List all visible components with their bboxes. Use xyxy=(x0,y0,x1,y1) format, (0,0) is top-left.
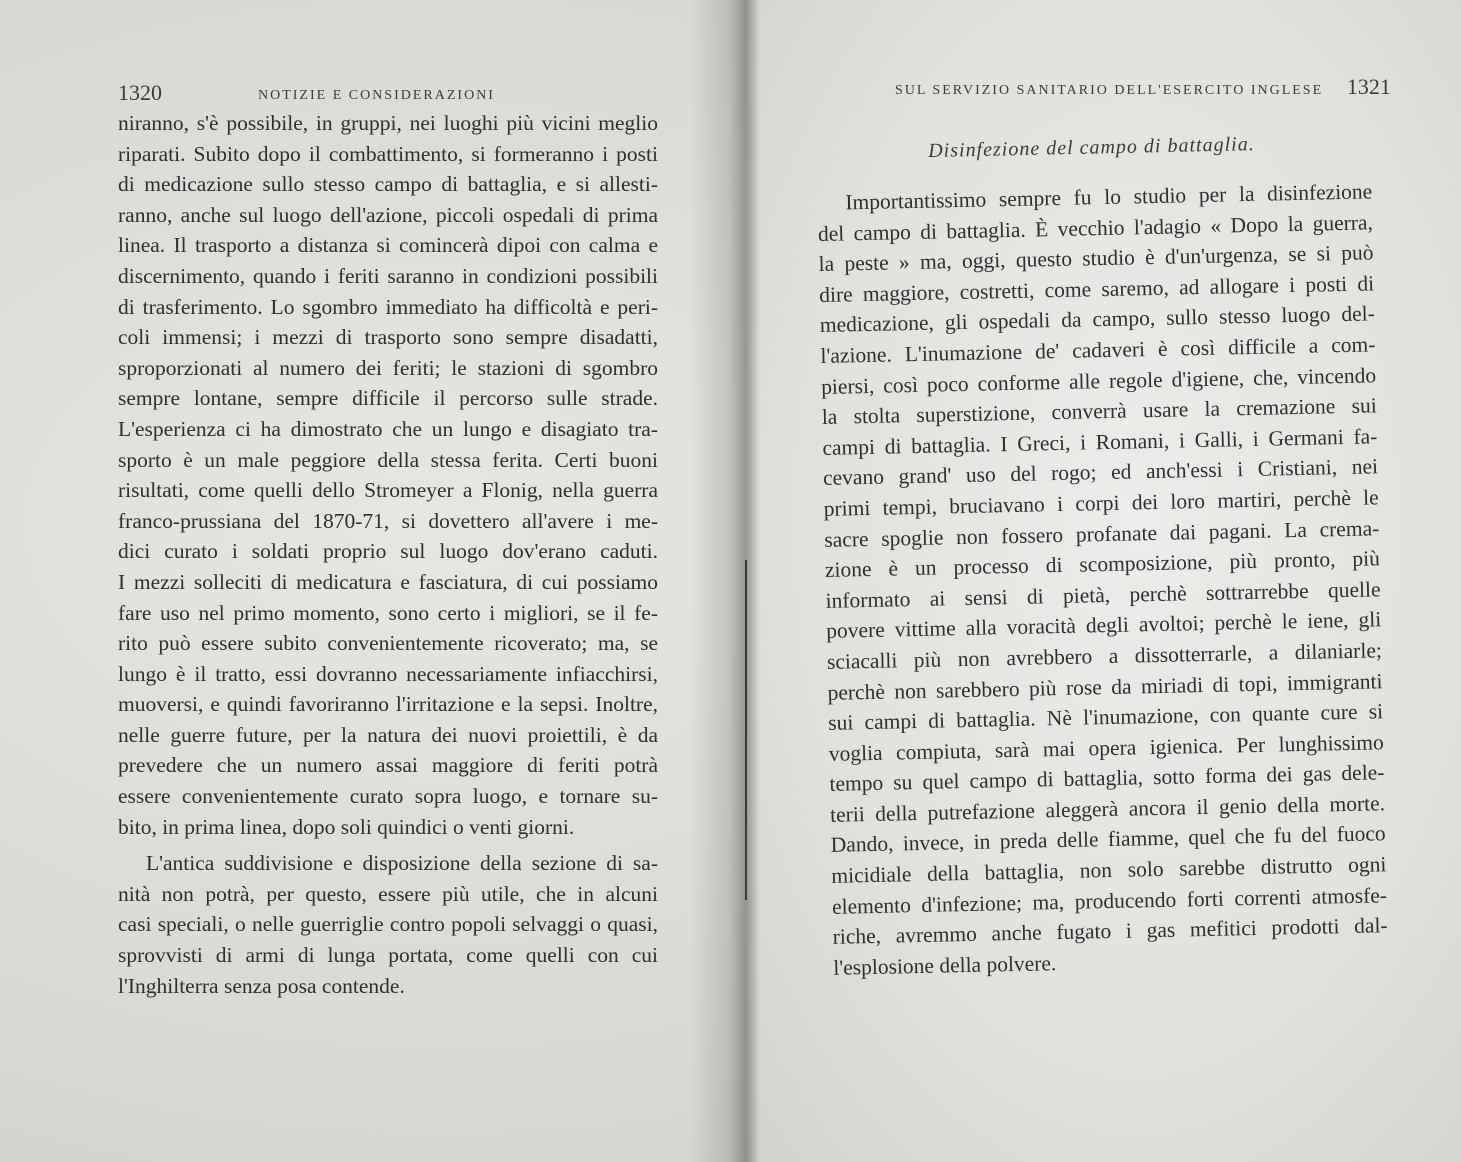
text-line: micidiale della battaglia, non solo sarebbe distrutto ogni xyxy=(831,852,1387,888)
text-line: riparati. Subito dopo il combattimento, si formeranno i posti xyxy=(118,141,658,166)
text-line: fare uso nel primo momento, sono certo i migliori, se il fe- xyxy=(118,600,658,625)
text-line: discernimento, quando i feriti saranno in condizioni possibili xyxy=(118,263,658,288)
text-line: casi speciali, o nelle guerriglie contro popoli selvaggi o quasi, xyxy=(118,912,658,937)
text-line: sciacalli più non avrebbero a dissotterrarle, a dilaniarle; xyxy=(826,638,1383,674)
text-line: la stolta superstizione, converrà usare la cremazione sui xyxy=(821,393,1377,430)
text-line: campi di battaglia. I Greci, i Romani, i Galli, i Germani fa- xyxy=(822,424,1378,460)
text-line: franco-prussiana del 1870-71, si dovettero all'avere i me- xyxy=(118,508,658,533)
text-line: cevano grand' uso del rogo; ed anch'essi i Cristiani, nei xyxy=(822,454,1379,491)
text-line: riche, avremmo anche fugato i gas mefitici prodotti dal- xyxy=(832,913,1388,950)
right-paragraph xyxy=(817,176,1389,983)
text-line: bito, in prima linea, dopo soli quindici o venti giorni. xyxy=(118,814,575,839)
text-line: l'azione. L'inumazione de' cadaveri è così difficile a com- xyxy=(820,332,1376,368)
text-line: elemento d'infezione; ma, producendo forti correnti atmosfe- xyxy=(831,882,1388,919)
text-line: terii della putrefazione aleggerà ancora il genio della morte. xyxy=(829,791,1386,827)
text-line: lungo è il tratto, essi dovranno necessariamente infiacchirsi, xyxy=(118,661,658,686)
text-line: muoversi, e quindi favoriranno l'irritazione e la sepsi. Inoltre, xyxy=(118,692,658,717)
text-line: sporto è un male peggiore della stessa ferita. Certi buoni xyxy=(118,447,658,472)
right-running-head xyxy=(895,74,1391,100)
text-line: povere vittime alla voracità degli avoltoi; perchè le iene, gli xyxy=(826,607,1382,644)
right-page-body xyxy=(817,176,1389,983)
left-running-head xyxy=(118,80,495,106)
text-line: sempre lontane, sempre difficile il percorso sulle strade. xyxy=(118,386,658,411)
text-line: primi tempi, bruciavano i corpi dei loro martiri, perchè le xyxy=(823,485,1379,521)
text-line: prevedere che un numero assai maggiore di feriti potrà xyxy=(118,753,658,778)
text-line: zione è un processo di scomposizione, più pronto, più xyxy=(824,546,1381,583)
text-line: I mezzi solleciti di medicatura e fasciatura, di cui possiamo xyxy=(118,569,658,594)
text-line: tempo su quel campo di battaglia, sotto forma dei gas dele- xyxy=(829,760,1385,797)
section-title: Disinfezione del campo di battaglia. xyxy=(928,133,1255,162)
text-line: sproporzionati al numero dei feriti; le stazioni di sgombro xyxy=(118,355,658,380)
text-line: sprovvisti di armi di lunga portata, come quelli con cui xyxy=(118,943,658,968)
text-line: rito può essere subito convenientemente ricoverato; ma, se xyxy=(118,631,658,656)
text-line: dire maggiore, costretti, come saremo, ad allogare i posti di xyxy=(818,271,1375,307)
left-running-title: NOTIZIE E CONSIDERAZIONI xyxy=(258,88,495,103)
text-line: niranno, s'è possibile, in gruppi, nei luoghi più vicini meglio xyxy=(118,111,658,135)
text-line: l'esplosione della polvere. xyxy=(833,951,1057,980)
text-line: del campo di battaglia. È vecchio l'adagio « Dopo la guerra, xyxy=(817,209,1374,246)
text-line: di medicazione sullo stesso campo di battaglia, e si allesti- xyxy=(118,172,658,197)
text-line: Importantissimo sempre fu lo studio per la disinfezione xyxy=(845,179,1373,215)
left-page-number: 1320 xyxy=(118,80,162,105)
left-paragraph-1 xyxy=(118,108,658,842)
text-line: sacre spoglie non fossero profanate dai pagani. La crema- xyxy=(824,515,1380,552)
text-line: informato ai sensi di pietà, perchè sottrarrebbe quelle xyxy=(825,577,1381,613)
text-line: dici curato i soldati proprio sul luogo dov'erano caduti. xyxy=(118,539,658,564)
book-gutter xyxy=(690,0,760,1162)
text-line: piersi, così poco conforme alle regole d'igiene, che, vincendo xyxy=(820,362,1377,399)
right-page-number: 1321 xyxy=(1346,74,1391,99)
text-line: essere convenientemente curato sopra luogo, e tornare su- xyxy=(118,784,658,809)
text-line: medicazione, gli ospedali da campo, sullo stesso luogo del- xyxy=(819,301,1376,338)
text-line: voglia compiuta, sarà mai opera igienica. Per lunghissimo xyxy=(828,729,1384,766)
text-line: ranno, anche sul luogo dell'azione, piccoli ospedali di prima xyxy=(118,202,658,227)
text-line: la peste » ma, oggi, questo studio è d'un'urgenza, se si può xyxy=(818,240,1374,277)
text-line: l'Inghilterra senza posa contende. xyxy=(118,973,405,998)
text-line: L'antica suddivisione e disposizione della sezione di sa- xyxy=(146,851,658,876)
text-line: sui campi di battaglia. Nè l'inumazione, con quante cure si xyxy=(827,699,1384,735)
left-paragraph-2 xyxy=(118,848,658,1001)
text-line: L'esperienza ci ha dimostrato che un lungo e disagiato tra- xyxy=(118,416,658,441)
text-line: linea. Il trasporto a distanza si comincerà dipoi con calma e xyxy=(118,233,658,258)
text-line: di trasferimento. Lo sgombro immediato ha difficoltà e peri- xyxy=(118,294,658,319)
text-line: risultati, come quelli dello Stromeyer a Flonig, nella guerra xyxy=(118,478,658,503)
text-line: nelle guerre future, per la natura dei nuovi proiettili, è da xyxy=(118,722,658,747)
text-line: perchè non sarebbero più rose da miriadi di topi, immigranti xyxy=(827,668,1383,705)
binding-thread xyxy=(745,560,747,900)
text-line: coli immensi; i mezzi di trasporto sono sempre disadatti, xyxy=(118,325,658,350)
left-page-body xyxy=(118,108,658,1001)
text-line: nità non potrà, per questo, essere più utile, che in alcuni xyxy=(118,881,658,906)
text-line: Dando, invece, in preda delle fiamme, quel che fu del fuoco xyxy=(830,821,1386,858)
right-running-title: SUL SERVIZIO SANITARIO DELL'ESERCITO INGLESE xyxy=(895,83,1324,98)
